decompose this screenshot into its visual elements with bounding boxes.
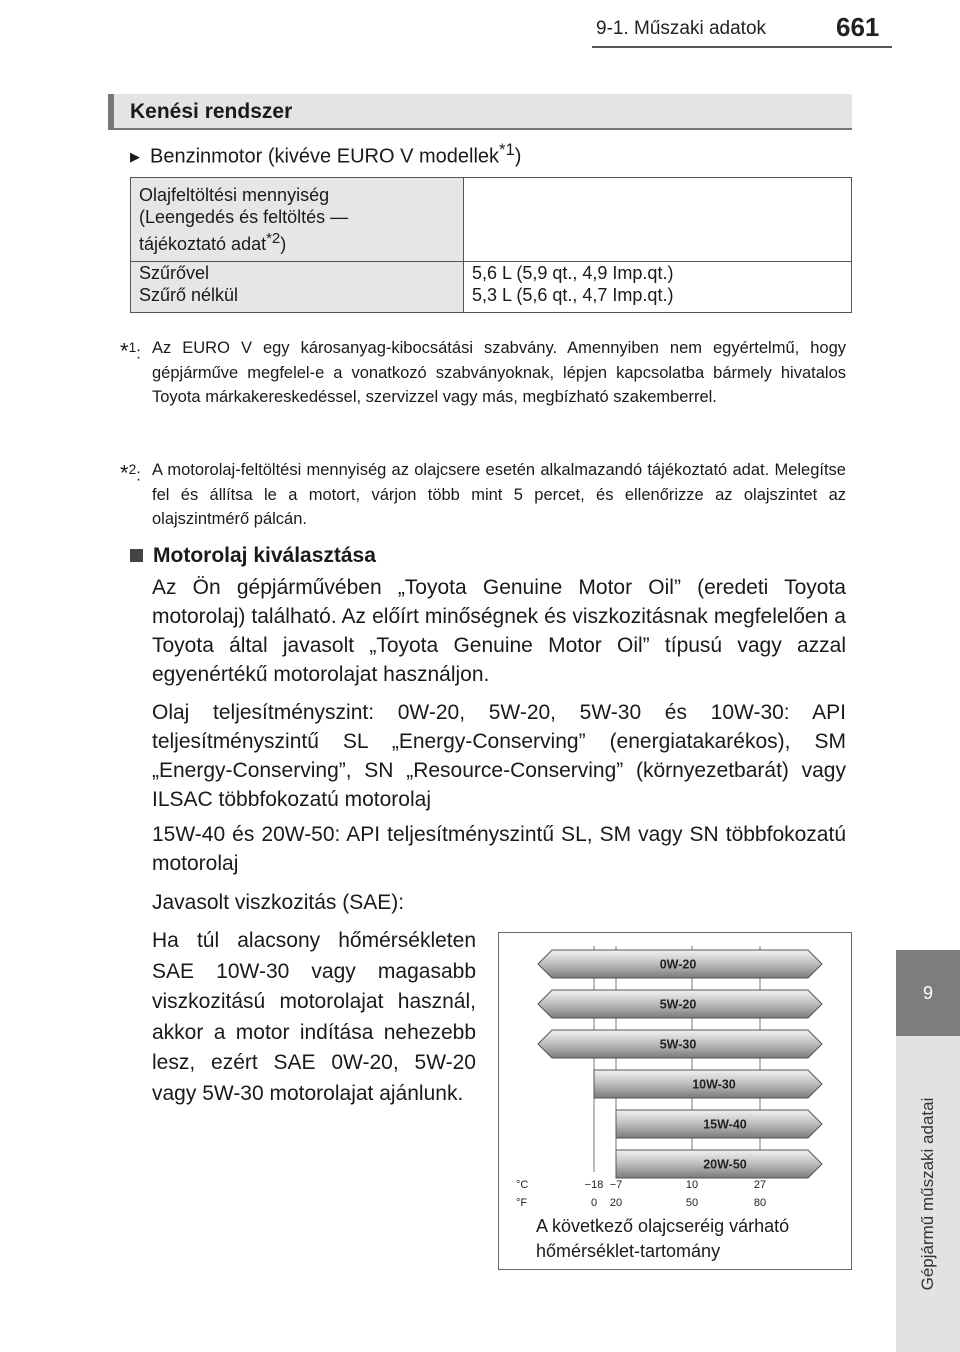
paragraph-4: Javasolt viszkozitás (SAE): bbox=[152, 891, 405, 914]
oil-selection-heading bbox=[130, 544, 376, 568]
footnote-marker: *$^2$: bbox=[120, 460, 141, 486]
chapter-tab-label-wrap bbox=[896, 1036, 960, 1352]
footnote-2 bbox=[120, 458, 846, 532]
celsius-tick: −18 bbox=[584, 1179, 604, 1191]
viscosity-bar-label: 5W-30 bbox=[659, 1037, 697, 1052]
table-label-text: Olajfeltöltési mennyiség (Leengedés és feltöltés — tájékoztató adat bbox=[139, 185, 349, 254]
viscosity-bar-label: 15W-40 bbox=[703, 1117, 747, 1132]
fahrenheit-tick: 0 bbox=[590, 1197, 598, 1209]
oil-selection-title: Motorolaj kiválasztása bbox=[153, 544, 376, 567]
subheading-text: Benzinmotor (kivéve EURO V modellek bbox=[150, 145, 500, 168]
chapter-tab-number: 9 bbox=[896, 950, 960, 1036]
section-heading bbox=[108, 94, 852, 130]
celsius-tick: 27 bbox=[753, 1179, 767, 1191]
celsius-tick: −7 bbox=[609, 1179, 623, 1191]
oil-capacity-table bbox=[130, 177, 852, 313]
unit-celsius: °C bbox=[516, 1179, 529, 1191]
viscosity-chart bbox=[498, 932, 852, 1212]
table-row-values: 5,6 L (5,9 qt., 4,9 Imp.qt.) 5,3 L (5,6 qt., 4,7 Imp.qt.) bbox=[464, 262, 852, 313]
subheading bbox=[130, 140, 521, 169]
paragraph-5: Ha túl alacsony hőmérsékleten SAE 10W-30 vagy magasabb viszkozitású motorolajat használ, akkor a motor indítása nehezebb lesz, ezért SAE 0W-20, 5W-20 vagy 5W-30 motorolajat ajánlunk. bbox=[152, 929, 476, 1105]
unit-fahrenheit: °F bbox=[516, 1197, 528, 1209]
table-label-close: ) bbox=[280, 234, 287, 254]
paragraph-2: Olaj teljesítményszint: 0W-20, 5W-20, 5W-30 és 10W-30: API teljesítményszintű SL „Energy-Conserving” (energiatakarékos), SM „Energy-Conserving”, SN „Resource-Conserving” (környezetbarát) vagy ILSAC többfokozatú motorolaj bbox=[152, 701, 846, 811]
paragraph-3: 15W-40 és 20W-50: API teljesítményszintű SL, SM vagy SN többfokozatú motorolaj bbox=[152, 823, 846, 875]
triangle-bullet-icon: ▶ bbox=[130, 148, 140, 164]
fahrenheit-tick: 20 bbox=[609, 1197, 623, 1209]
fahrenheit-tick: 80 bbox=[753, 1197, 767, 1209]
viscosity-bar-label: 20W-50 bbox=[703, 1157, 747, 1172]
table-label-capacity bbox=[131, 178, 464, 262]
table-empty-cell bbox=[464, 178, 852, 262]
footnote-1 bbox=[120, 336, 846, 410]
section-title-header: 9-1. Műszaki adatok bbox=[596, 18, 767, 39]
footnote-text: Az EURO V egy károsanyag-kibocsátási szabvány. Amennyiben nem egyértelmű, hogy gépjárműve megfelel-e a vonatkozó szabványoknak, lépjen kapcsolatba bármely hivatalos Toyota márkakereskedéssel, szervizzel vagy más, megbízható szakemberrel. bbox=[152, 339, 846, 406]
section-heading-text: Kenési rendszer bbox=[130, 100, 293, 123]
header-rule bbox=[592, 46, 892, 48]
fahrenheit-tick: 50 bbox=[685, 1197, 699, 1209]
square-bullet-icon bbox=[130, 549, 143, 562]
footnote-text: A motorolaj-feltöltési mennyiség az olajcsere esetén alkalmazandó tájékoztató adat. Melegítse fel és állítsa le a motort, várjon több mint 5 percet, és ellenőrizze az olajszintet az olajszintmérő pálcán. bbox=[152, 461, 846, 528]
viscosity-bar-label: 0W-20 bbox=[659, 957, 697, 972]
chapter-tab-label: Gépjármű műszaki adatai bbox=[918, 1097, 937, 1291]
subheading-close: ) bbox=[514, 145, 522, 168]
viscosity-bar-label: 10W-30 bbox=[692, 1077, 736, 1092]
celsius-tick: 10 bbox=[685, 1179, 699, 1191]
paragraph-1: Az Ön gépjárművében „Toyota Genuine Motor Oil” (eredeti Toyota motorolaj) található. Az előírt minőségnek és viszkozitásnak megfelelően a Toyota által javasolt „Toyota Genuine Motor Oil” típusú vagy azzal egyenértékű motorolajat használjon. bbox=[152, 576, 846, 686]
subheading-footnote-ref: *1 bbox=[499, 140, 515, 159]
table-row-labels: Szűrővel Szűrő nélkül bbox=[131, 262, 464, 313]
footnote-marker: *$^1$: bbox=[120, 338, 141, 364]
viscosity-bar-label: 5W-20 bbox=[659, 997, 697, 1012]
table-footnote-ref: *2 bbox=[266, 230, 281, 247]
page-number: 661 bbox=[836, 12, 880, 42]
chart-caption: A következő olajcseréig várható hőmérséklet-tartomány bbox=[536, 1216, 790, 1261]
